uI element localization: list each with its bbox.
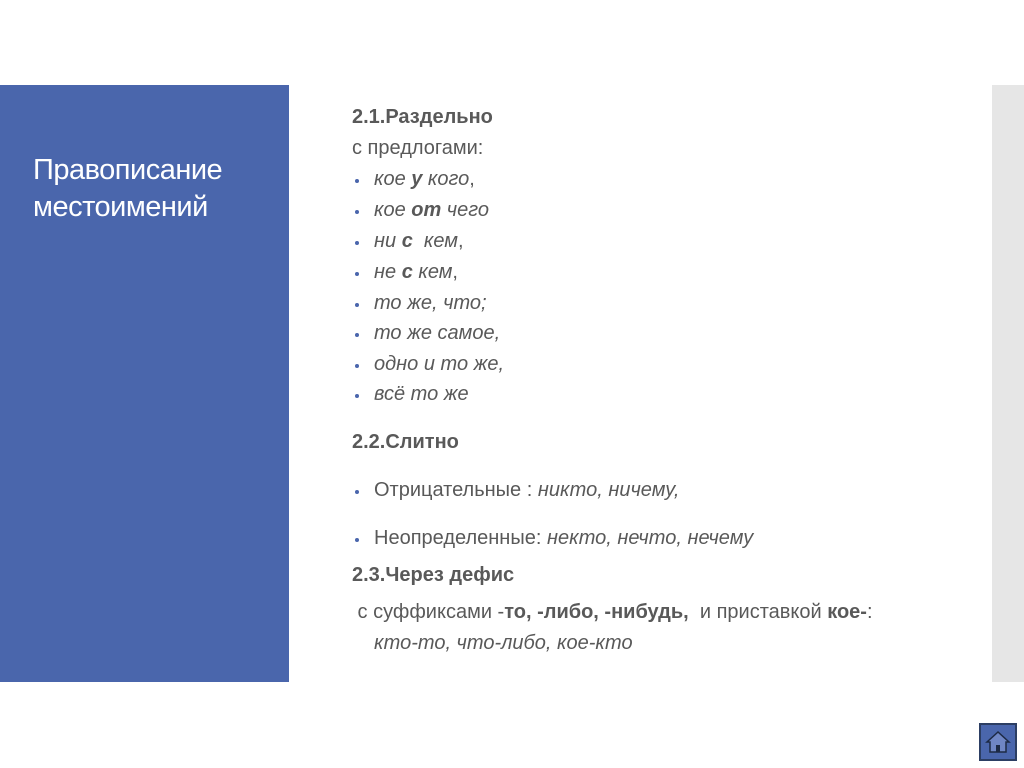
list-item: то же, что; bbox=[352, 292, 487, 315]
list-item: кое у кого, bbox=[352, 168, 475, 191]
list-item: Неопределенные: некто, нечто, нечему bbox=[352, 527, 753, 550]
list-item: то же самое, bbox=[352, 322, 500, 345]
home-icon bbox=[985, 729, 1011, 755]
section-3-text: с суффиксами -то, -либо, -нибудь, и приставкой кое-: bbox=[352, 601, 873, 623]
list-item: одно и то же, bbox=[352, 353, 504, 376]
list-item: всё то же bbox=[352, 383, 469, 406]
slide-content bbox=[352, 0, 982, 682]
list-item: ни с кем, bbox=[352, 230, 464, 253]
list-item: кое от чего bbox=[352, 199, 489, 222]
section-3-examples: кто-то, что-либо, кое-кто bbox=[374, 632, 633, 654]
right-decor-strip bbox=[992, 85, 1024, 682]
section-2-heading: 2.2.Слитно bbox=[352, 431, 459, 453]
list-item: Отрицательные : никто, ничему, bbox=[352, 479, 679, 502]
section-3-heading: 2.3.Через дефис bbox=[352, 564, 515, 586]
home-button[interactable] bbox=[979, 723, 1017, 761]
slide-title: Правописание местоимений bbox=[33, 154, 223, 223]
list-item: не с кем, bbox=[352, 261, 458, 284]
section-1-heading: 2.1.Раздельно bbox=[352, 106, 493, 128]
section-1-subheading: с предлогами: bbox=[352, 137, 484, 159]
